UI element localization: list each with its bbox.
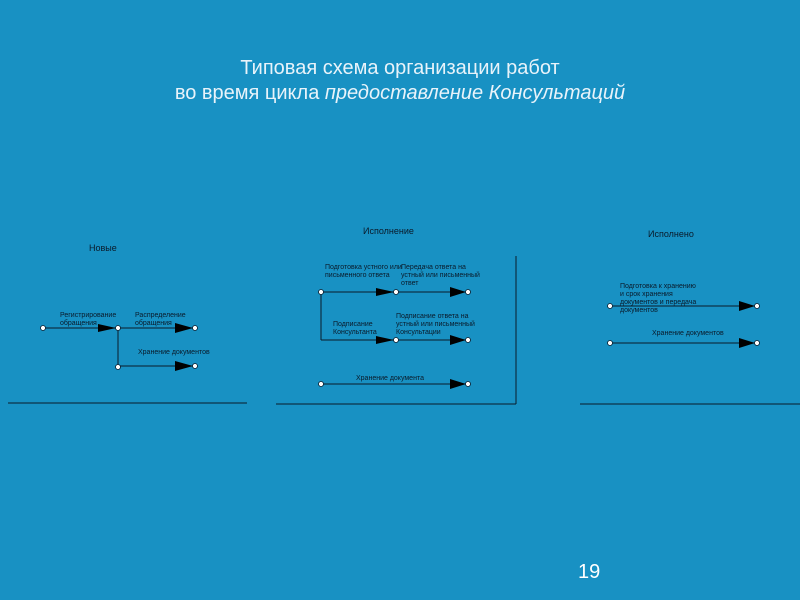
flow-node: [394, 338, 399, 343]
slide-number: 19: [578, 561, 601, 583]
flow-node: [755, 341, 760, 346]
flow-node: [608, 341, 613, 346]
arrow-head: [98, 324, 116, 332]
step-label: Распределение обращения: [135, 312, 186, 327]
step-label: Подготовка к хранению и срок хранения документов и передача документов: [620, 283, 697, 314]
arrow-head: [450, 335, 466, 345]
flow-node: [319, 290, 324, 295]
flow-node: [193, 364, 198, 369]
flow-node: [394, 290, 399, 295]
step-label: Хранение документа: [356, 375, 424, 382]
step-label: Хранение документов: [652, 330, 724, 337]
flow-node: [466, 290, 471, 295]
panel-new-title: Новые: [89, 243, 117, 253]
title-line-2-italic: предоставление Консультаций: [324, 82, 626, 104]
flow-node: [319, 382, 324, 387]
step-label: Подписание ответа на устный или письменный Консультации: [396, 313, 475, 336]
flow-node: [41, 326, 46, 331]
arrow-head: [376, 288, 394, 296]
panel-execution-title: Исполнение: [363, 226, 414, 236]
flow-node: [466, 338, 471, 343]
panel-done: [580, 229, 800, 404]
flow-node: [466, 382, 471, 387]
arrow-head: [175, 323, 193, 333]
flow-node: [608, 304, 613, 309]
step-label: Регистрирование обращения: [60, 312, 117, 327]
arrow-head: [739, 301, 755, 311]
arrow-head: [175, 361, 193, 371]
arrow-head: [376, 336, 394, 344]
panel-done-title: Исполнено: [648, 229, 694, 239]
arrow-head: [450, 287, 466, 297]
arrow-head: [739, 338, 755, 348]
flow-node: [116, 365, 121, 370]
title-line-2-prefix: во время цикла: [174, 82, 325, 104]
panel-new: [8, 243, 247, 403]
flow-node: [116, 326, 121, 331]
flow-node: [755, 304, 760, 309]
step-label: Подготовка устного или письменного ответа: [325, 264, 402, 279]
step-label: Передача ответа на устный или письменный ответ: [401, 264, 480, 287]
title-line-1: Типовая схема организации работ: [240, 57, 560, 79]
panel-execution: [276, 226, 516, 404]
flow-node: [193, 326, 198, 331]
step-label: Хранение документов: [138, 349, 210, 356]
step-label: Подписание Консультанта: [333, 321, 377, 336]
arrow-head: [450, 379, 466, 389]
